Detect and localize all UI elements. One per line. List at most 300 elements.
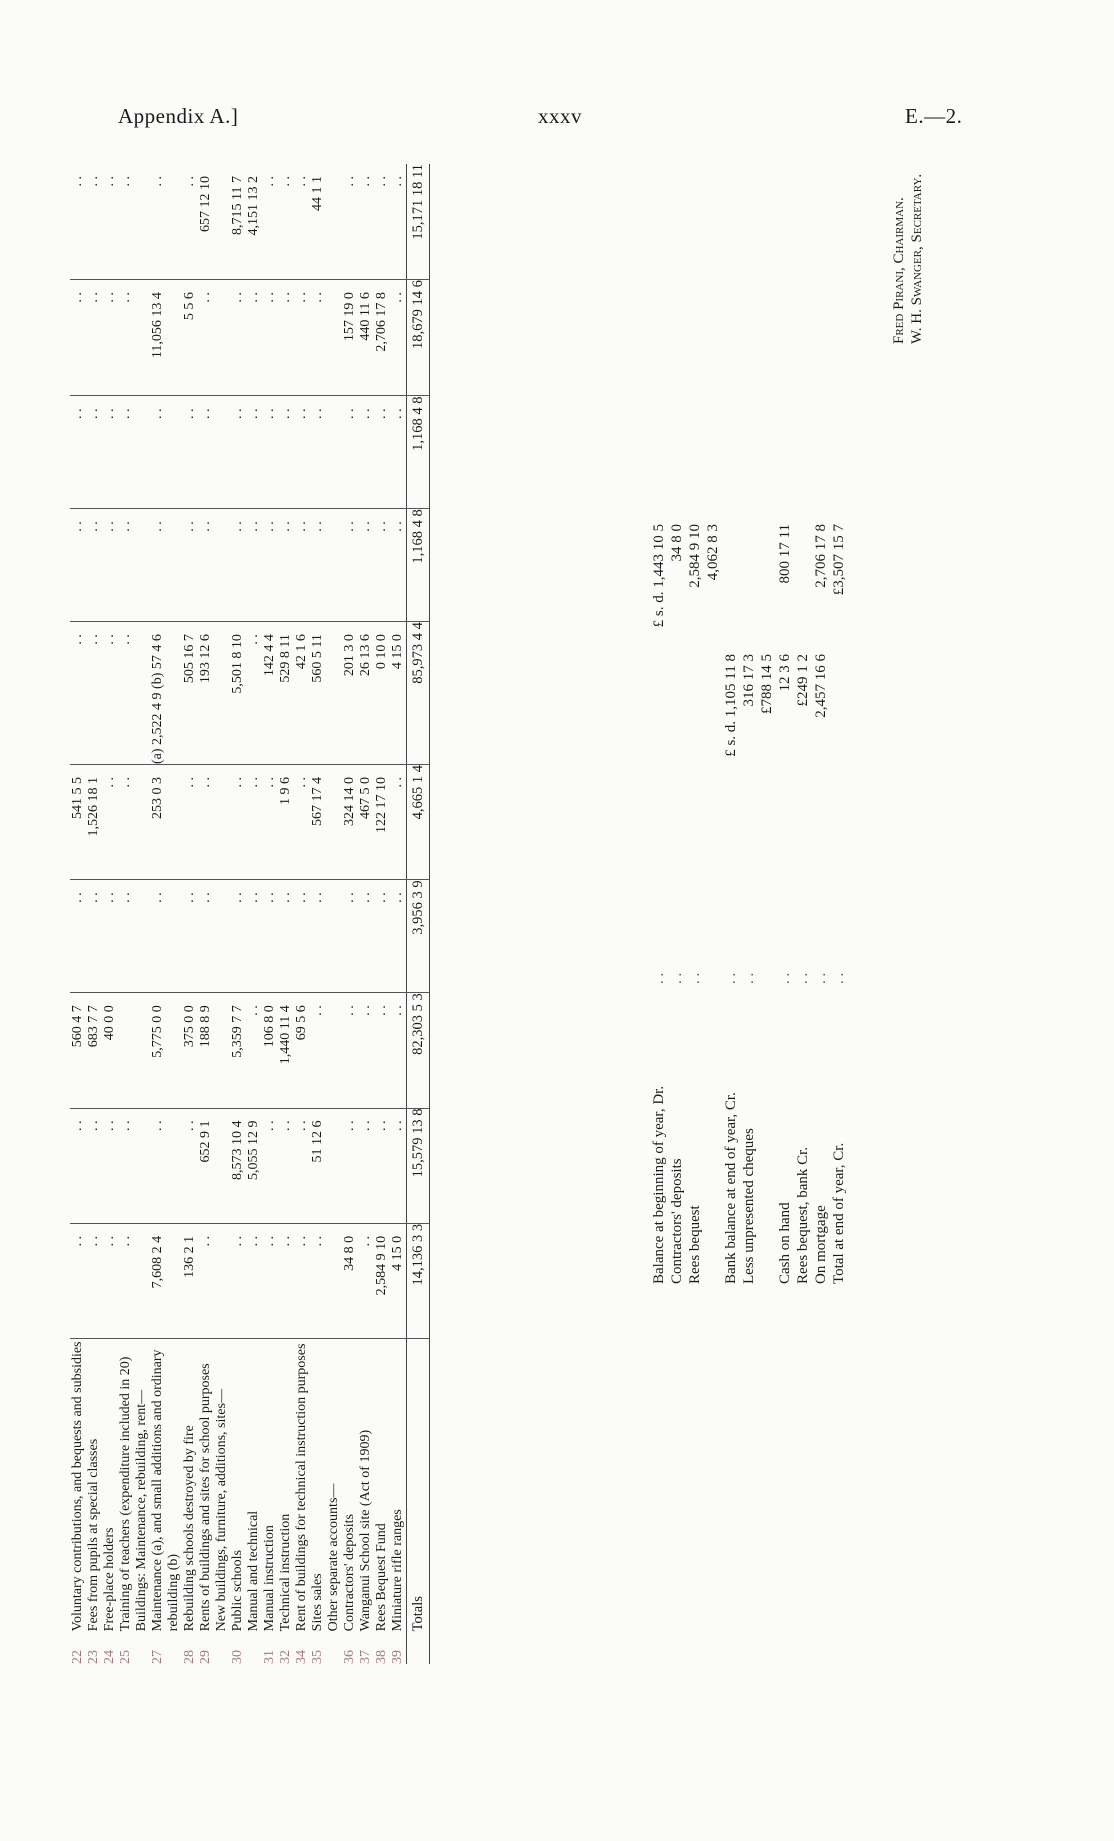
- balance-dots: . .: [813, 972, 829, 984]
- row-amount-c3: [118, 993, 134, 1108]
- row-amount-c10: [134, 164, 150, 280]
- table-row: [198, 164, 214, 1664]
- row-amount-c8: . .: [86, 396, 102, 509]
- table-row: [118, 164, 134, 1664]
- balance-label: On mortgage: [813, 1205, 829, 1284]
- row-amount-c4: . .: [390, 880, 407, 993]
- row-amount-c9: 2,706 17 8: [374, 280, 390, 396]
- balance-label: Balance at beginning of year, Dr.: [651, 1085, 667, 1284]
- row-amount-c2: 652 9 1: [198, 1108, 214, 1223]
- row-amount-c6: 142 4 4: [262, 622, 278, 765]
- row-amount-c9: . .: [278, 280, 294, 396]
- row-number: 38: [374, 1650, 389, 1664]
- row-amount-c2: . .: [182, 1108, 198, 1223]
- row-amount-c9: . .: [198, 280, 214, 396]
- row-amount-c10: . .: [150, 164, 182, 280]
- row-amount-c3: . .: [342, 993, 358, 1108]
- row-amount-c9: 11,056 13 4: [150, 280, 182, 396]
- row-amount-c8: . .: [262, 396, 278, 509]
- row-amount-c10: . .: [374, 164, 390, 280]
- row-amount-c2: 8,573 10 4: [230, 1108, 246, 1223]
- balance-v1: £249 1 2: [795, 654, 811, 707]
- row-amount-c6: 193 12 6: [198, 622, 214, 765]
- balance-label: Rees bequest: [687, 1205, 703, 1284]
- row-amount-c2: [326, 1108, 342, 1223]
- row-amount-c6: 0 10 0: [374, 622, 390, 765]
- row-amount-c3: . .: [246, 993, 262, 1108]
- table-row: [246, 164, 262, 1664]
- row-amount-c7: . .: [182, 509, 198, 622]
- row-amount-c10: . .: [70, 164, 86, 280]
- balance-v2: 2,584 9 10: [687, 524, 703, 588]
- balance-label: Less unpresented cheques: [741, 1128, 757, 1284]
- row-amount-c4: . .: [374, 880, 390, 993]
- row-amount-c6: [134, 622, 150, 765]
- row-number: 36: [342, 1650, 357, 1664]
- row-amount-c9: . .: [230, 280, 246, 396]
- row-amount-c8: . .: [150, 396, 182, 509]
- page-number: xxxv: [538, 104, 582, 128]
- balance-v2: 2,706 17 8: [813, 524, 829, 588]
- row-amount-c7: . .: [278, 509, 294, 622]
- row-description: Rebuilding schools destroyed by fire: [182, 1425, 197, 1632]
- row-amount-c8: . .: [198, 396, 214, 509]
- row-amount-c6: 505 16 7: [182, 622, 198, 765]
- row-number: 25: [118, 1650, 133, 1664]
- balance-v1: 316 17 3: [741, 654, 757, 707]
- row-amount-c10: . .: [390, 164, 407, 280]
- row-amount-c1: [326, 1223, 342, 1338]
- row-description: Voluntary contributions, and bequests and subsidies: [70, 1341, 85, 1632]
- row-amount-c8: . .: [310, 396, 326, 509]
- row-amount-c7: . .: [198, 509, 214, 622]
- row-amount-c6: 5,501 8 10: [230, 622, 246, 765]
- balance-dots: . .: [795, 972, 811, 984]
- row-amount-c10: . .: [102, 164, 118, 280]
- row-amount-c10: . .: [294, 164, 310, 280]
- row-amount-c1: . .: [118, 1223, 134, 1338]
- row-number: [246, 1631, 262, 1664]
- balance-label: Bank balance at end of year, Cr.: [723, 1092, 739, 1284]
- balance-v2: 800 17 11: [777, 524, 793, 584]
- row-amount-c6: 560 5 11: [310, 622, 326, 765]
- table-row: [86, 164, 102, 1664]
- table-row: [294, 164, 310, 1664]
- row-description: Training of teachers (expenditure included in 20): [118, 1356, 133, 1632]
- balance-label: Contractors' deposits: [669, 1158, 685, 1284]
- row-number: 24: [102, 1650, 117, 1664]
- total-c8: 1,168 4 8: [407, 396, 430, 509]
- row-description: Rees Bequest Fund: [374, 1523, 389, 1632]
- row-amount-c2: 5,055 12 9: [246, 1108, 262, 1223]
- row-amount-c1: . .: [102, 1223, 118, 1338]
- balance-v2: 34 8 0: [669, 524, 685, 562]
- row-amount-c8: . .: [70, 396, 86, 509]
- row-amount-c5: 122 17 10: [374, 765, 390, 880]
- row-number: 35: [310, 1650, 325, 1664]
- row-amount-c7: . .: [246, 509, 262, 622]
- row-amount-c8: . .: [230, 396, 246, 509]
- row-amount-c5: 567 17 4: [310, 765, 326, 880]
- row-amount-c4: . .: [294, 880, 310, 993]
- row-amount-c3: . .: [358, 993, 374, 1108]
- row-description: Rents of buildings and sites for school purposes: [198, 1363, 213, 1632]
- row-number: 34: [294, 1650, 309, 1664]
- row-amount-c1: 4 15 0: [390, 1223, 407, 1338]
- row-amount-c9: 157 19 0: [342, 280, 358, 396]
- balance-v2: 4,062 8 3: [705, 524, 721, 581]
- row-amount-c8: . .: [294, 396, 310, 509]
- balance-v2: £3,507 15 7: [831, 524, 847, 596]
- row-amount-c5: . .: [390, 765, 407, 880]
- table-row: [278, 164, 294, 1664]
- row-amount-c2: . .: [294, 1108, 310, 1223]
- row-amount-c3: 560 4 7: [70, 993, 86, 1108]
- row-amount-c8: [134, 396, 150, 509]
- row-amount-c6: . .: [102, 622, 118, 765]
- balance-v1: £788 14 5: [759, 654, 775, 714]
- row-description: Wanganui School site (Act of 1909): [358, 1429, 373, 1632]
- row-amount-c1: . .: [278, 1223, 294, 1338]
- row-amount-c4: . .: [102, 880, 118, 993]
- row-amount-c7: . .: [86, 509, 102, 622]
- row-amount-c6: (a) 2,522 4 9 (b) 57 4 6: [150, 622, 182, 765]
- row-amount-c6: . .: [118, 622, 134, 765]
- row-number: 31: [262, 1650, 277, 1664]
- row-amount-c9: . .: [294, 280, 310, 396]
- row-amount-c4: . .: [310, 880, 326, 993]
- totals-label: Totals: [407, 1339, 430, 1632]
- row-amount-c5: . .: [102, 765, 118, 880]
- row-amount-c8: . .: [390, 396, 407, 509]
- balance-dots: . .: [687, 972, 703, 984]
- secretary-signature: W. H. Swanger, Secretary.: [909, 173, 925, 344]
- row-amount-c9: [326, 280, 342, 396]
- row-amount-c9: [214, 280, 230, 396]
- row-description: New buildings, furniture, additions, sites—: [214, 1389, 229, 1632]
- row-amount-c7: . .: [294, 509, 310, 622]
- row-amount-c10: . .: [342, 164, 358, 280]
- row-amount-c5: [214, 765, 230, 880]
- total-c9: 18,679 14 6: [407, 280, 430, 396]
- row-amount-c8: . .: [182, 396, 198, 509]
- row-amount-c4: . .: [262, 880, 278, 993]
- row-number: [326, 1631, 342, 1664]
- row-amount-c7: . .: [118, 509, 134, 622]
- row-amount-c4: . .: [230, 880, 246, 993]
- row-amount-c3: 5,359 7 7: [230, 993, 246, 1108]
- row-amount-c1: . .: [262, 1223, 278, 1338]
- row-amount-c3: 1,440 11 4: [278, 993, 294, 1108]
- table-row: [214, 164, 230, 1664]
- row-amount-c7: [326, 509, 342, 622]
- row-amount-c7: . .: [102, 509, 118, 622]
- balance-label: Cash on hand: [777, 1202, 793, 1284]
- row-description: Manual and technical: [246, 1510, 261, 1632]
- row-amount-c3: . .: [374, 993, 390, 1108]
- row-description: Manual instruction: [262, 1525, 277, 1632]
- row-number: 29: [198, 1650, 213, 1664]
- row-amount-c7: . .: [310, 509, 326, 622]
- row-amount-c8: [214, 396, 230, 509]
- row-amount-c10: . .: [86, 164, 102, 280]
- row-amount-c5: 541 5 5: [70, 765, 86, 880]
- row-description: Technical instruction: [278, 1513, 293, 1632]
- row-amount-c5: [134, 765, 150, 880]
- row-amount-c2: . .: [374, 1108, 390, 1223]
- row-number: 30: [230, 1650, 245, 1664]
- row-amount-c1: [214, 1223, 230, 1338]
- row-amount-c6: 26 13 6: [358, 622, 374, 765]
- row-amount-c1: 2,584 9 10: [374, 1223, 390, 1338]
- row-number: 28: [182, 1650, 197, 1664]
- row-amount-c2: . .: [278, 1108, 294, 1223]
- row-description: Public schools: [230, 1550, 245, 1632]
- row-amount-c6: . .: [70, 622, 86, 765]
- row-amount-c8: . .: [102, 396, 118, 509]
- row-amount-c1: [134, 1223, 150, 1338]
- row-amount-c8: . .: [118, 396, 134, 509]
- row-amount-c6: 42 1 6: [294, 622, 310, 765]
- row-amount-c10: . .: [182, 164, 198, 280]
- row-amount-c5: . .: [262, 765, 278, 880]
- total-c1: 14,136 3 3: [407, 1223, 430, 1338]
- total-c6: 85,973 4 4: [407, 622, 430, 765]
- total-c10: 15,171 18 11: [407, 164, 430, 280]
- row-amount-c2: . .: [70, 1108, 86, 1223]
- row-amount-c5: 1,526 18 1: [86, 765, 102, 880]
- row-amount-c1: 136 2 1: [182, 1223, 198, 1338]
- row-amount-c9: [134, 280, 150, 396]
- row-amount-c9: . .: [390, 280, 407, 396]
- table-row: [134, 164, 150, 1664]
- row-amount-c7: . .: [230, 509, 246, 622]
- row-amount-c6: . .: [246, 622, 262, 765]
- row-amount-c2: . .: [102, 1108, 118, 1223]
- row-amount-c4: . .: [182, 880, 198, 993]
- row-amount-c4: [214, 880, 230, 993]
- row-amount-c10: [214, 164, 230, 280]
- row-amount-c5: 1 9 6: [278, 765, 294, 880]
- row-number: 27: [150, 1650, 165, 1664]
- balance-dots: . .: [723, 972, 739, 984]
- table-row: [358, 164, 374, 1664]
- row-amount-c1: . .: [294, 1223, 310, 1338]
- row-amount-c4: . .: [278, 880, 294, 993]
- row-amount-c1: . .: [230, 1223, 246, 1338]
- balance-label: Rees bequest, bank Cr.: [795, 1146, 811, 1284]
- balance-dots: . .: [777, 972, 793, 984]
- row-amount-c10: . .: [262, 164, 278, 280]
- table-row: [70, 164, 86, 1664]
- row-amount-c3: 106 8 0: [262, 993, 278, 1108]
- row-amount-c10: . .: [358, 164, 374, 280]
- row-number: 37: [358, 1650, 373, 1664]
- row-amount-c7: . .: [342, 509, 358, 622]
- table-row: [326, 164, 342, 1664]
- row-amount-c4: . .: [86, 880, 102, 993]
- total-c2: 15,579 13 8: [407, 1108, 430, 1223]
- table-row: [390, 164, 407, 1664]
- row-description: Buildings: Maintenance, rebuilding, rent—: [134, 1389, 149, 1632]
- balance-dots: . .: [831, 972, 847, 984]
- row-number: [134, 1631, 150, 1664]
- row-amount-c9: . .: [70, 280, 86, 396]
- row-amount-c6: . .: [86, 622, 102, 765]
- row-amount-c2: [134, 1108, 150, 1223]
- signatures: [890, 174, 926, 344]
- total-c4: 3,956 3 9: [407, 880, 430, 993]
- row-amount-c10: 8,715 11 7: [230, 164, 246, 280]
- row-description: Other separate accounts—: [326, 1483, 341, 1632]
- row-amount-c4: . .: [198, 880, 214, 993]
- row-description: Sites sales: [310, 1573, 325, 1632]
- row-amount-c7: . .: [374, 509, 390, 622]
- row-description: Contractors' deposits: [342, 1514, 357, 1632]
- balance-v1: £ s. d. 1,105 11 8: [723, 654, 739, 757]
- row-amount-c9: . .: [118, 280, 134, 396]
- row-amount-c9: 5 5 6: [182, 280, 198, 396]
- row-description: Fees from pupils at special classes: [86, 1438, 101, 1632]
- balance-dots: . .: [651, 972, 667, 984]
- row-amount-c3: 69 5 6: [294, 993, 310, 1108]
- row-amount-c7: . .: [390, 509, 407, 622]
- balance-v1: 2,457 16 6: [813, 654, 829, 718]
- row-amount-c2: . .: [86, 1108, 102, 1223]
- row-amount-c2: . .: [358, 1108, 374, 1223]
- row-amount-c1: . .: [198, 1223, 214, 1338]
- row-amount-c4: . .: [342, 880, 358, 993]
- row-amount-c2: . .: [150, 1108, 182, 1223]
- row-amount-c10: 657 12 10: [198, 164, 214, 280]
- row-amount-c5: 253 0 3: [150, 765, 182, 880]
- row-number: 23: [86, 1650, 101, 1664]
- row-amount-c3: 5,775 0 0: [150, 993, 182, 1108]
- row-amount-c4: . .: [70, 880, 86, 993]
- row-amount-c6: 4 15 0: [390, 622, 407, 765]
- header-right: E.—2.: [905, 104, 963, 128]
- row-amount-c1: 34 8 0: [342, 1223, 358, 1338]
- row-amount-c1: 7,608 2 4: [150, 1223, 182, 1338]
- row-amount-c7: [134, 509, 150, 622]
- row-amount-c4: . .: [358, 880, 374, 993]
- row-amount-c5: . .: [182, 765, 198, 880]
- total-c5: 4,665 1 4: [407, 765, 430, 880]
- row-amount-c3: . .: [310, 993, 326, 1108]
- row-amount-c4: . .: [246, 880, 262, 993]
- row-amount-c3: . .: [390, 993, 407, 1108]
- table-row: [182, 164, 198, 1664]
- table-row: [310, 164, 326, 1664]
- row-amount-c6: 201 3 0: [342, 622, 358, 765]
- totals-row: [407, 164, 430, 1664]
- row-amount-c9: . .: [246, 280, 262, 396]
- row-amount-c7: . .: [262, 509, 278, 622]
- row-amount-c7: . .: [150, 509, 182, 622]
- row-amount-c9: 440 11 6: [358, 280, 374, 396]
- row-amount-c10: 4,151 13 2: [246, 164, 262, 280]
- row-amount-c8: . .: [246, 396, 262, 509]
- row-amount-c3: [326, 993, 342, 1108]
- table-row: [342, 164, 358, 1664]
- row-amount-c2: [214, 1108, 230, 1223]
- row-amount-c9: . .: [310, 280, 326, 396]
- balance-dots: . .: [741, 972, 757, 984]
- row-amount-c10: . .: [118, 164, 134, 280]
- row-amount-c8: . .: [342, 396, 358, 509]
- row-amount-c8: . .: [358, 396, 374, 509]
- row-amount-c6: [214, 622, 230, 765]
- row-number: 32: [278, 1650, 293, 1664]
- row-amount-c4: . .: [150, 880, 182, 993]
- balance-dots: . .: [669, 972, 685, 984]
- row-amount-c5: . .: [294, 765, 310, 880]
- total-c7: 1,168 4 8: [407, 509, 430, 622]
- row-description: Rent of buildings for technical instruction purposes: [294, 1343, 309, 1632]
- row-description: Free-place holders: [102, 1527, 117, 1632]
- row-amount-c7: [214, 509, 230, 622]
- row-amount-c2: . .: [118, 1108, 134, 1223]
- balance-v1: 12 3 6: [777, 654, 793, 692]
- row-amount-c1: . .: [70, 1223, 86, 1338]
- table-row: [230, 164, 246, 1664]
- row-amount-c1: . .: [86, 1223, 102, 1338]
- rotated-table-page: [70, 164, 1000, 1664]
- balance-label: Total at end of year, Cr.: [831, 1142, 847, 1284]
- row-amount-c4: [326, 880, 342, 993]
- row-amount-c3: 375 0 0: [182, 993, 198, 1108]
- row-amount-c10: [326, 164, 342, 280]
- chairman-signature: Fred Pirani, Chairman.: [891, 197, 907, 344]
- balance-v2: £ s. d. 1,443 10 5: [651, 524, 667, 628]
- row-amount-c5: . .: [198, 765, 214, 880]
- row-amount-c5: 467 5 0: [358, 765, 374, 880]
- header-left: Appendix A.]: [118, 104, 239, 128]
- row-amount-c7: . .: [358, 509, 374, 622]
- row-amount-c9: . .: [86, 280, 102, 396]
- row-amount-c8: . .: [278, 396, 294, 509]
- row-amount-c1: . .: [246, 1223, 262, 1338]
- row-amount-c5: . .: [118, 765, 134, 880]
- row-amount-c5: . .: [246, 765, 262, 880]
- table-row: [102, 164, 118, 1664]
- row-amount-c1: . .: [358, 1223, 374, 1338]
- row-amount-c9: . .: [102, 280, 118, 396]
- row-description: Maintenance (a), and small additions and ordinary rebuilding (b): [150, 1349, 181, 1632]
- table-row: [374, 164, 390, 1664]
- row-amount-c6: [326, 622, 342, 765]
- row-amount-c10: . .: [278, 164, 294, 280]
- accounts-table: [70, 164, 430, 1664]
- row-amount-c3: 40 0 0: [102, 993, 118, 1108]
- row-amount-c3: [214, 993, 230, 1108]
- table-row: [150, 164, 182, 1664]
- table-row: [262, 164, 278, 1664]
- total-c3: 82,303 5 3: [407, 993, 430, 1108]
- row-number: 22: [70, 1650, 85, 1664]
- row-amount-c9: . .: [262, 280, 278, 396]
- row-amount-c3: 188 8 9: [198, 993, 214, 1108]
- row-number: 39: [390, 1650, 405, 1664]
- row-amount-c5: [326, 765, 342, 880]
- row-amount-c10: 44 1 1: [310, 164, 326, 280]
- row-amount-c2: . .: [342, 1108, 358, 1223]
- row-amount-c4: [134, 880, 150, 993]
- row-amount-c7: . .: [70, 509, 86, 622]
- row-amount-c2: . .: [390, 1108, 407, 1223]
- row-amount-c1: . .: [310, 1223, 326, 1338]
- row-amount-c6: 529 8 11: [278, 622, 294, 765]
